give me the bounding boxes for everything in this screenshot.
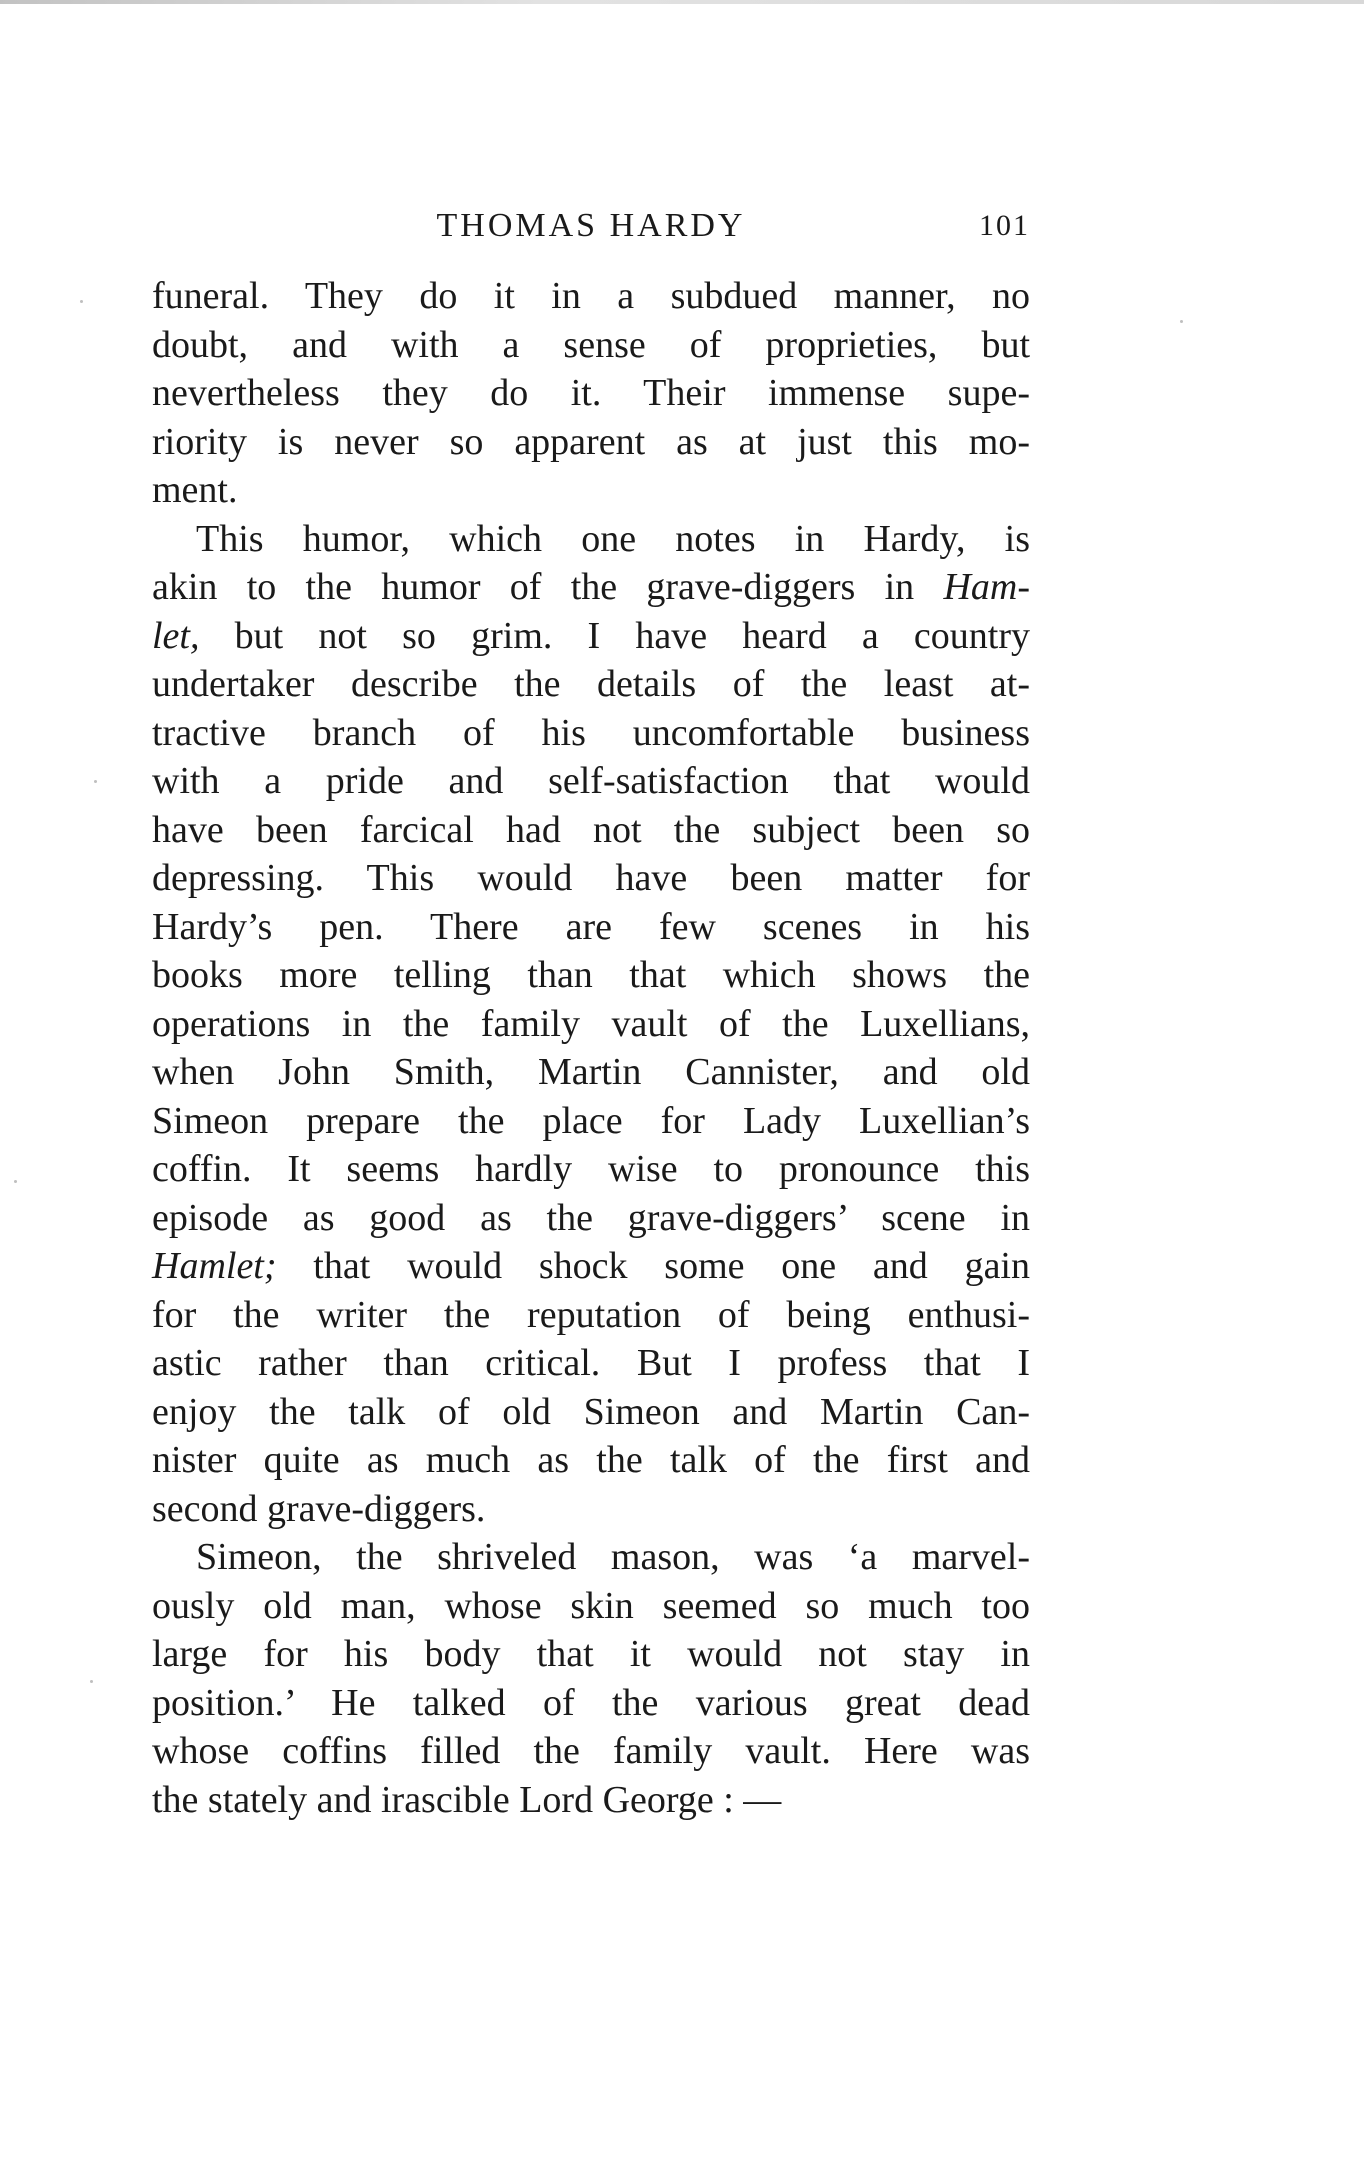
text-line: when John Smith, Martin Cannister, and old (152, 1051, 1030, 1093)
text-line: nevertheless they do it. Their immense supe- (152, 372, 1030, 414)
text-line: the stately and irascible Lord George : — (152, 1778, 782, 1821)
text-line: with a pride and self-satisfaction that would (152, 760, 1030, 802)
body-text (152, 272, 1030, 1824)
text-line: tractive branch of his uncomfortable business (152, 711, 1030, 754)
running-title: THOMAS HARDY (436, 207, 746, 244)
text-line: enjoy the talk of old Simeon and Martin Can- (152, 1390, 1030, 1433)
text-line: ously old man, whose skin seemed so much too (152, 1584, 1030, 1627)
text-line: episode as good as the grave-diggers’ scene in (152, 1196, 1030, 1239)
paper-speck (94, 780, 97, 783)
text-line: Simeon prepare the place for Lady Luxellian’s (152, 1099, 1030, 1142)
paper-speck (1180, 320, 1183, 323)
text-line: Hardy’s pen. There are few scenes in his (152, 905, 1030, 948)
italic-title: Hamlet; (152, 1245, 277, 1287)
text-line: operations in the family vault of the Luxellians, (152, 1002, 1030, 1045)
paper-speck (80, 300, 83, 303)
paper-speck (14, 1180, 17, 1183)
text-line: books more telling than that which shows the (152, 954, 1030, 996)
paper-speck (90, 1680, 93, 1683)
running-head (152, 202, 1030, 250)
paragraph-start-line: This humor, which one notes in Hardy, is (196, 517, 1030, 560)
text-line: second grave-diggers. (152, 1487, 486, 1530)
text-line: nister quite as much as the talk of the first and (152, 1439, 1030, 1481)
text-line: have been farcical had not the subject been so (152, 808, 1030, 851)
paragraph-start-line: Simeon, the shriveled mason, was ‘a marvel- (196, 1536, 1030, 1578)
text-line: funeral. They do it in a subdued manner, no (152, 275, 1030, 317)
page-number: 101 (979, 209, 1030, 242)
italic-title: let, (152, 614, 200, 657)
text-line: let, but not so grim. I have heard a country (152, 614, 1030, 657)
text-line: astic rather than critical. But I profess that I (152, 1342, 1030, 1384)
text-line: akin to the humor of the grave-diggers in Ham- (152, 566, 1030, 608)
page-top-edge (0, 0, 1364, 4)
text-line: for the writer the reputation of being enthusi- (152, 1293, 1030, 1336)
text-line: depressing. This would have been matter for (152, 857, 1030, 899)
text-line: ment. (152, 469, 238, 511)
text-line: undertaker describe the details of the least at- (152, 663, 1030, 705)
text-line: whose coffins filled the family vault. Here was (152, 1730, 1030, 1772)
italic-title: Ham- (943, 566, 1030, 608)
text-line: large for his body that it would not stay in (152, 1633, 1030, 1675)
text-line: coffin. It seems hardly wise to pronounce this (152, 1148, 1030, 1190)
text-line: riority is never so apparent as at just this mo- (152, 420, 1030, 463)
text-line: position.’ He talked of the various great dead (152, 1681, 1030, 1724)
text-line: doubt, and with a sense of proprieties, but (152, 323, 1030, 366)
text-line: Hamlet; that would shock some one and gain (152, 1245, 1030, 1287)
